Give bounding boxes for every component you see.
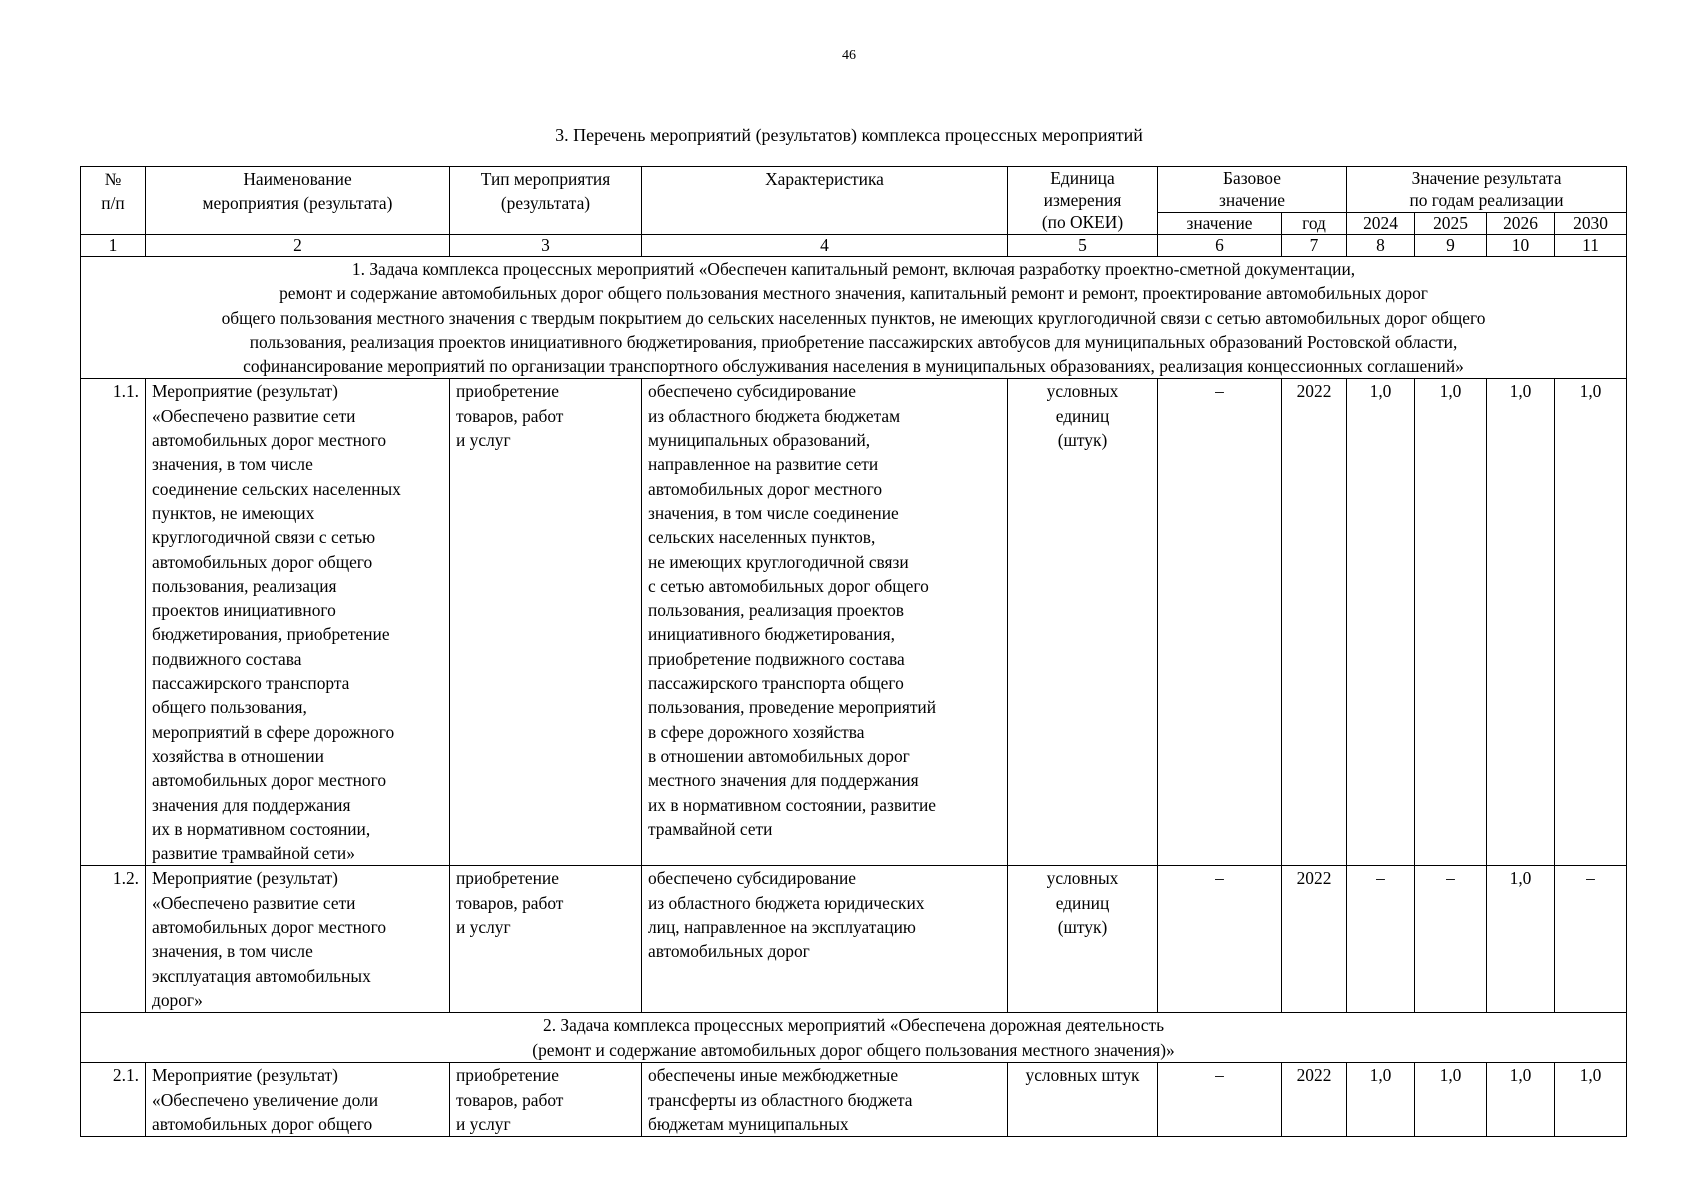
event-unit: условных единиц (штук) (1008, 379, 1158, 866)
column-number: 10 (1487, 235, 1555, 257)
header-characteristic: Характеристика (642, 167, 1008, 235)
column-number: 3 (450, 235, 642, 257)
column-number: 1 (81, 235, 146, 257)
value-2026: 1,0 (1487, 379, 1555, 866)
value-2025: – (1415, 866, 1487, 1013)
header-year-2030: 2030 (1555, 213, 1627, 235)
column-number: 4 (642, 235, 1008, 257)
header-row-1 (81, 167, 1627, 213)
task-2-text: 2. Задача комплекса процессных мероприятий «Обеспечена дорожная деятельность (ремонт и содержание автомобильных дорог общего пользования местного значения)» (81, 1013, 1627, 1063)
value-2024: 1,0 (1347, 379, 1415, 866)
table-row (81, 379, 1627, 866)
event-characteristic: обеспечено субсидирование из областного бюджета бюджетам муниципальных образований, направленное на развитие сети автомобильных дорог местного значения, в том числе соединение сельских населенных пунктов, не имеющих круглогодичной связи с сетью автомобильных дорог общего пользования, реализация проектов инициативного бюджетирования, приобретение подвижного состава пассажирского транспорта общего пользования, проведение мероприятий в сфере дорожного хозяйства в отношении автомобильных дорог местного значения для поддержания их в нормативном состоянии, развитие трамвайной сети (642, 379, 1008, 866)
event-unit: условных единиц (штук) (1008, 866, 1158, 1013)
base-value: – (1158, 1063, 1282, 1137)
header-base-year: год (1282, 213, 1347, 235)
base-year: 2022 (1282, 866, 1347, 1013)
row-number: 1.2. (81, 866, 146, 1013)
event-name: Мероприятие (результат) «Обеспечено увеличение доли автомобильных дорог общего (146, 1063, 450, 1137)
column-number: 6 (1158, 235, 1282, 257)
header-base: Базовое значение (1158, 167, 1347, 213)
header-year-2024: 2024 (1347, 213, 1415, 235)
event-type: приобретение товаров, работ и услуг (450, 379, 642, 866)
column-number: 8 (1347, 235, 1415, 257)
value-2025: 1,0 (1415, 1063, 1487, 1137)
event-characteristic: обеспечено субсидирование из областного бюджета юридических лиц, направленное на эксплуатацию автомобильных дорог (642, 866, 1008, 1013)
base-year: 2022 (1282, 1063, 1347, 1137)
column-number: 5 (1008, 235, 1158, 257)
page-number: 46 (842, 48, 856, 63)
header-name: Наименование мероприятия (результата) (146, 167, 450, 235)
task-row-1 (81, 257, 1627, 379)
header-num: № п/п (81, 167, 146, 235)
header-year-2025: 2025 (1415, 213, 1487, 235)
value-2024: 1,0 (1347, 1063, 1415, 1137)
event-characteristic: обеспечены иные межбюджетные трансферты из областного бюджета бюджетам муниципальных (642, 1063, 1008, 1137)
page-title: 3. Перечень мероприятий (результатов) комплекса процессных мероприятий (555, 125, 1143, 145)
event-type: приобретение товаров, работ и услуг (450, 1063, 642, 1137)
value-2026: 1,0 (1487, 1063, 1555, 1137)
column-number: 7 (1282, 235, 1347, 257)
header-unit: Единица измерения (по ОКЕИ) (1008, 167, 1158, 235)
header-base-value: значение (1158, 213, 1282, 235)
event-unit: условных штук (1008, 1063, 1158, 1137)
event-name: Мероприятие (результат) «Обеспечено развитие сети автомобильных дорог местного значения, в том числе соединение сельских населенных пунктов, не имеющих круглогодичной связи с сетью автомобильных дорог общего пользования, реализация проектов инициативного бюджетирования, приобретение подвижного состава пассажирского транспорта общего пользования, мероприятий в сфере дорожного хозяйства в отношении автомобильных дорог местного значения для поддержания их в нормативном состоянии, развитие трамвайной сети» (146, 379, 450, 866)
column-number: 2 (146, 235, 450, 257)
base-value: – (1158, 379, 1282, 866)
value-2025: 1,0 (1415, 379, 1487, 866)
events-table (80, 166, 1627, 1137)
column-number: 11 (1555, 235, 1627, 257)
value-2024: – (1347, 866, 1415, 1013)
event-name: Мероприятие (результат) «Обеспечено развитие сети автомобильных дорог местного значения, в том числе эксплуатация автомобильных дорог» (146, 866, 450, 1013)
table-row (81, 866, 1627, 1013)
table-row (81, 1063, 1627, 1137)
base-value: – (1158, 866, 1282, 1013)
value-2030: – (1555, 866, 1627, 1013)
header-type: Тип мероприятия (результата) (450, 167, 642, 235)
task-1-text: 1. Задача комплекса процессных мероприятий «Обеспечен капитальный ремонт, включая разработку проектно-сметной документации, ремонт и содержание автомобильных дорог общего пользования местного значения, капитальный ремонт и ремонт, проектирование автомобильных дорог общего пользования местного значения с твердым покрытием до сельских населенных пунктов, не имеющих круглогодичной связи с сетью автомобильных дорог общего пользования, реализация проектов инициативного бюджетирования, приобретение пассажирских автобусов для муниципальных образований Ростовской области, софинансирование мероприятий по организации транспортного обслуживания населения в муниципальных образованиях, реализация концессионных соглашений» (81, 257, 1627, 379)
base-year: 2022 (1282, 379, 1347, 866)
value-2026: 1,0 (1487, 866, 1555, 1013)
column-number: 9 (1415, 235, 1487, 257)
value-2030: 1,0 (1555, 379, 1627, 866)
value-2030: 1,0 (1555, 1063, 1627, 1137)
event-type: приобретение товаров, работ и услуг (450, 866, 642, 1013)
row-number: 2.1. (81, 1063, 146, 1137)
task-row-2 (81, 1013, 1627, 1063)
row-number: 1.1. (81, 379, 146, 866)
header-year-2026: 2026 (1487, 213, 1555, 235)
column-numbers-row (81, 235, 1627, 257)
header-result: Значение результата по годам реализации (1347, 167, 1627, 213)
